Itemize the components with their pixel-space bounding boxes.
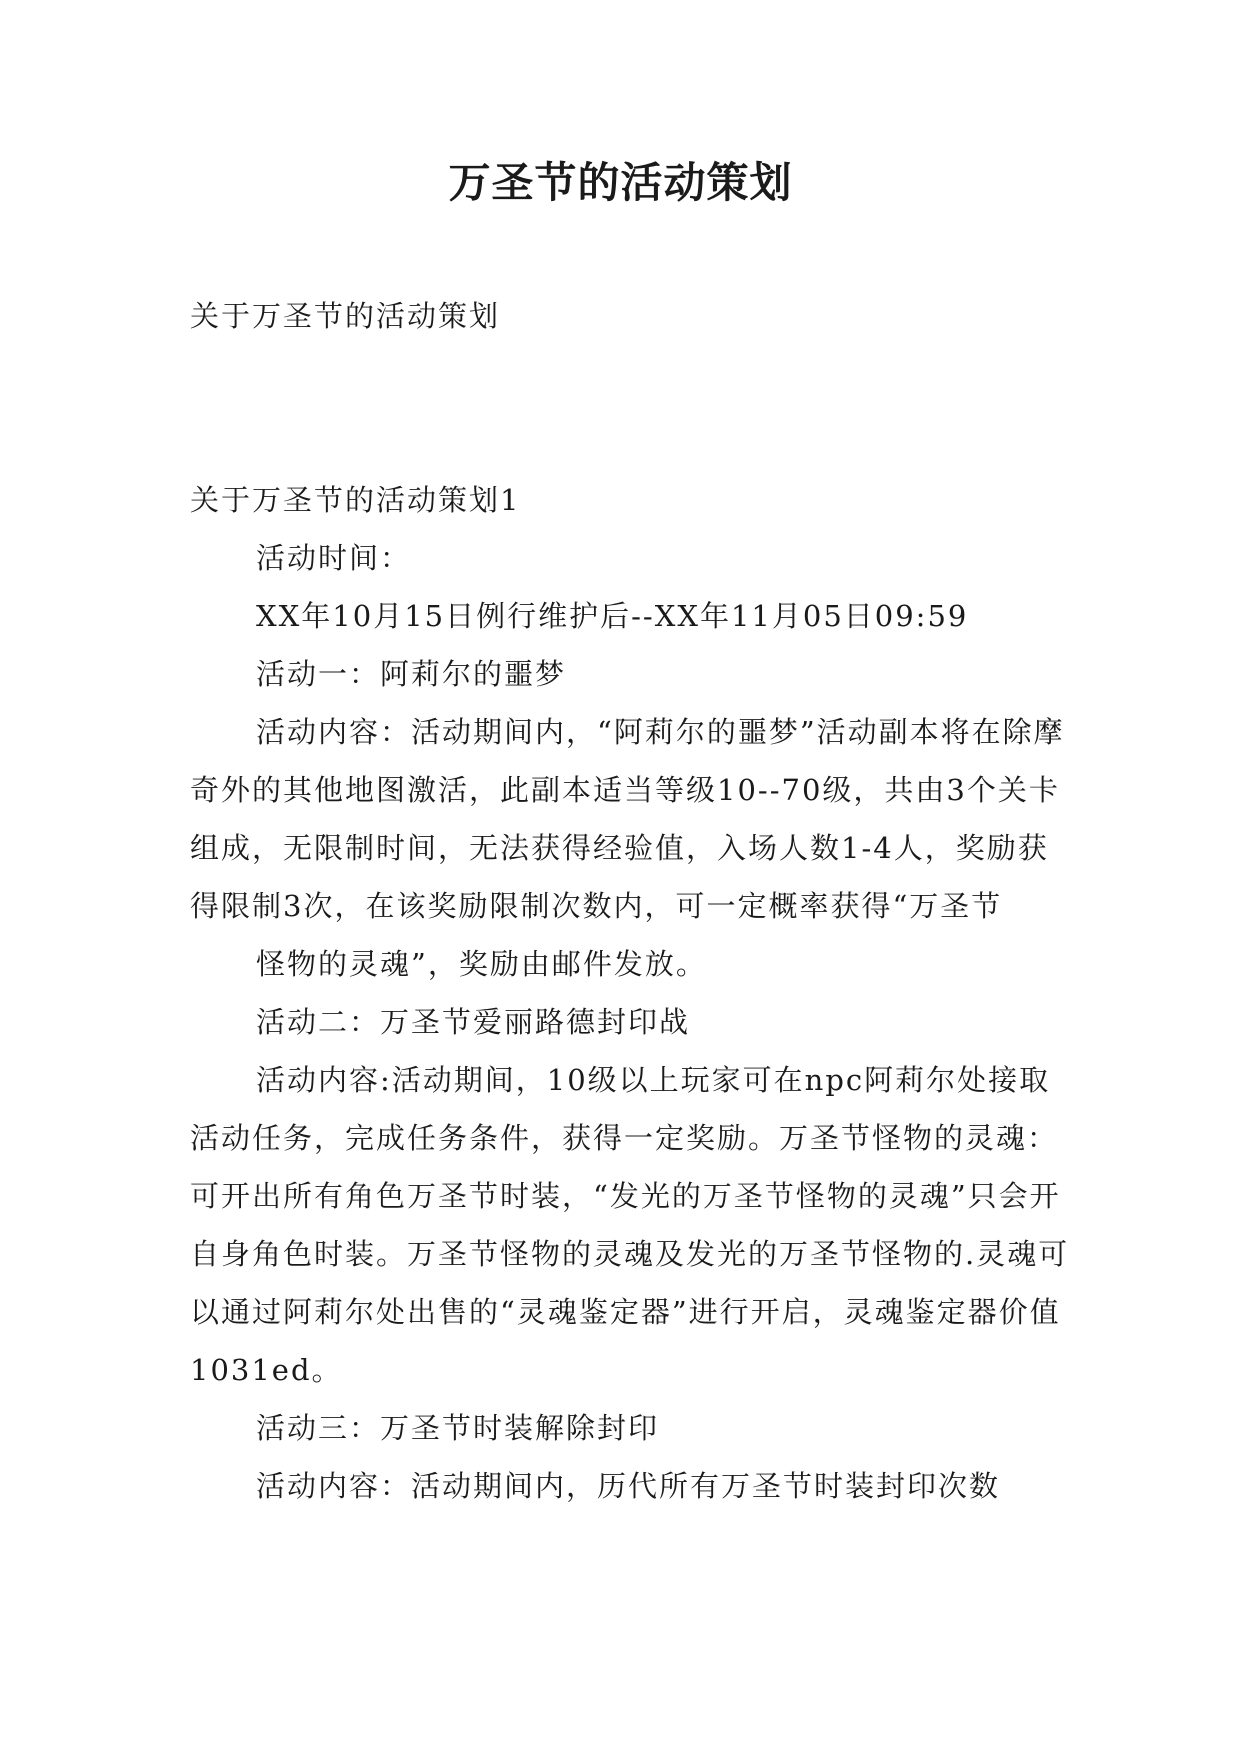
document-subtitle: 关于万圣节的活动策划	[190, 299, 501, 333]
document-title: 万圣节的活动策划	[448, 158, 793, 207]
paragraph: 活动一：阿莉尔的噩梦	[256, 657, 567, 691]
paragraph: 怪物的灵魂”，奖励由邮件发放。	[256, 947, 707, 981]
section-heading: 关于万圣节的活动策划1	[190, 483, 521, 517]
paragraph: 活动内容:活动期间，10级以上玩家可在npc阿莉尔处接取活动任务，完成任务条件，获得一定奖励。万圣节怪物的灵魂：可开出所有角色万圣节时装，“发光的万圣节怪物的灵魂”只会开自身角色时装。万圣节怪物的灵魂及发光的万圣节怪物的.灵魂可以通过阿莉尔处出售的“灵魂鉴定器”进行开启，灵魂鉴定器价值1031ed。	[190, 1063, 1070, 1387]
paragraph: 活动时间：	[256, 541, 412, 575]
paragraph: 活动内容：活动期间内，历代所有万圣节时装封印次数	[256, 1469, 1001, 1503]
paragraph: 活动三：万圣节时装解除封印	[256, 1411, 660, 1445]
document-body	[190, 471, 1070, 1515]
paragraph: 活动二：万圣节爱丽路德封印战	[256, 1005, 691, 1039]
paragraph: 活动内容：活动期间内，“阿莉尔的噩梦”活动副本将在除摩奇外的其他地图激活，此副本适当等级10--70级，共由3个关卡组成，无限制时间，无法获得经验值，入场人数1-4人，奖励获得限制3次，在该奖励限制次数内，可一定概率获得“万圣节	[190, 715, 1065, 923]
paragraph: XX年10月15日例行维护后--XX年11月05日09:59	[256, 599, 969, 633]
